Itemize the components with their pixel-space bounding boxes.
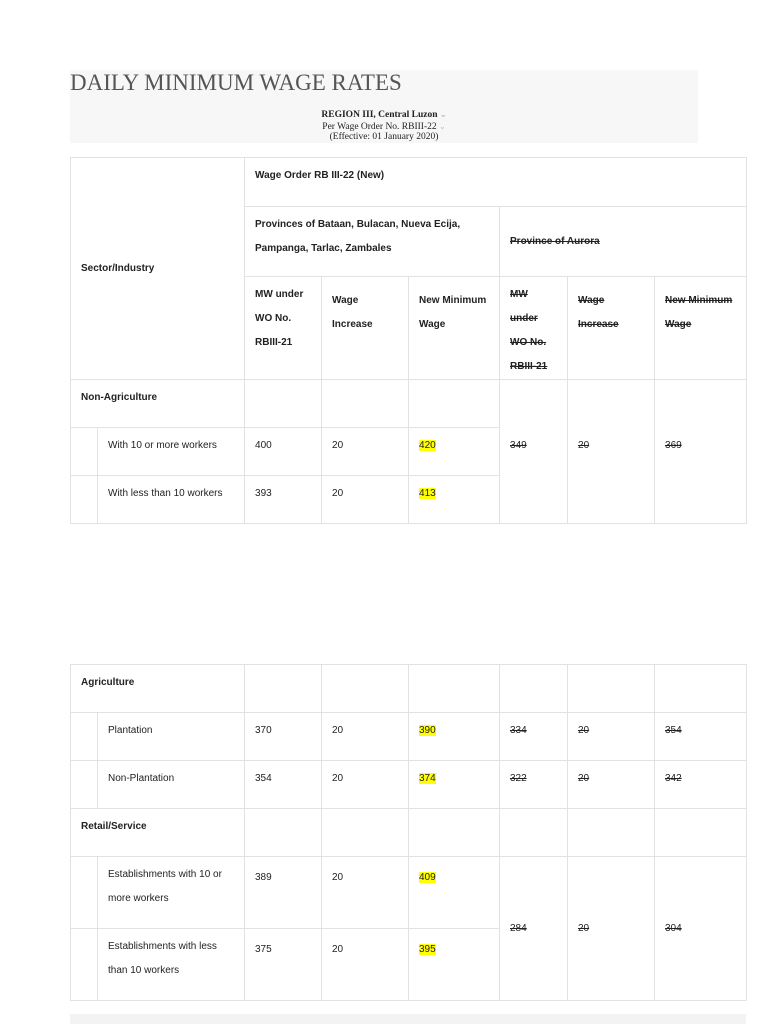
aurora-mw-value: 334 bbox=[500, 713, 568, 761]
aurora-new-wage-value: 354 bbox=[655, 713, 747, 761]
aurora-increase-value: 20 bbox=[568, 761, 655, 809]
increase-value: 20 bbox=[322, 713, 409, 761]
new-wage-value: 395 bbox=[419, 944, 436, 955]
section-label: Retail/Service bbox=[71, 809, 245, 857]
aurora-mw-value: 284 bbox=[500, 857, 568, 1001]
page-title: DAILY MINIMUM WAGE RATES bbox=[70, 70, 402, 95]
document-header bbox=[70, 70, 698, 143]
effective-date-line: (Effective: 01 January 2020) bbox=[329, 132, 439, 142]
mw-value: 393 bbox=[245, 476, 322, 524]
provinces-header: Provinces of Bataan, Bulacan, Nueva Ecija, Pampanga, Tarlac, Zambales bbox=[245, 207, 500, 277]
increase-value: 20 bbox=[322, 428, 409, 476]
col-mw-header: MW under WO No. RBIII-21 bbox=[245, 277, 322, 380]
aurora-header: Province of Aurora bbox=[500, 207, 747, 277]
wage-order-line: Per Wage Order No. RBIII-22 ⌄ bbox=[322, 122, 446, 132]
row-label: Establishments with 10 or more workers bbox=[98, 857, 245, 929]
region-line: REGION III, Central Luzon ⌄ bbox=[321, 110, 447, 120]
row-label: Non-Plantation bbox=[98, 761, 245, 809]
new-wage-value: 420 bbox=[419, 440, 436, 451]
aurora-increase-value: 20 bbox=[568, 380, 655, 524]
aurora-mw-value: 322 bbox=[500, 761, 568, 809]
next-page-header bbox=[70, 1014, 746, 1024]
increase-value: 20 bbox=[322, 761, 409, 809]
col-aurora-mw-header: MW under WO No. RBIII-21 bbox=[500, 277, 568, 380]
table-row bbox=[71, 857, 747, 929]
mw-value: 370 bbox=[245, 713, 322, 761]
table-row bbox=[71, 761, 747, 809]
aurora-increase-value: 20 bbox=[568, 713, 655, 761]
col-new-wage-header: New Minimum Wage bbox=[409, 277, 500, 380]
new-wage-value: 413 bbox=[419, 488, 436, 499]
col-aurora-increase-header: Wage Increase bbox=[568, 277, 655, 380]
new-wage-value: 390 bbox=[419, 725, 436, 736]
col-increase-header: Wage Increase bbox=[322, 277, 409, 380]
section-label: Agriculture bbox=[71, 665, 245, 713]
aurora-new-wage-value: 304 bbox=[655, 857, 747, 1001]
increase-value: 20 bbox=[322, 476, 409, 524]
section-label: Non-Agriculture bbox=[71, 380, 245, 428]
aurora-new-wage-value: 369 bbox=[655, 380, 747, 524]
aurora-mw-value: 349 bbox=[500, 380, 568, 524]
wage-table-non-agriculture bbox=[70, 157, 747, 524]
increase-value: 20 bbox=[322, 929, 409, 1001]
new-wage-value: 409 bbox=[419, 872, 436, 883]
mw-value: 375 bbox=[245, 929, 322, 1001]
increase-value: 20 bbox=[322, 857, 409, 929]
edit-mark-icon: ⌄ bbox=[439, 122, 446, 131]
mw-value: 400 bbox=[245, 428, 322, 476]
aurora-increase-value: 20 bbox=[568, 857, 655, 1001]
col-aurora-new-wage-header: New Minimum Wage bbox=[655, 277, 747, 380]
wage-table-agriculture-retail bbox=[70, 664, 747, 1001]
aurora-new-wage-value: 342 bbox=[655, 761, 747, 809]
edit-mark-icon: ⌄ bbox=[439, 110, 447, 119]
row-label: With less than 10 workers bbox=[98, 476, 245, 524]
row-label: Establishments with less than 10 workers bbox=[98, 929, 245, 1001]
wage-order-header: Wage Order RB III-22 (New) bbox=[245, 158, 747, 207]
new-wage-value: 374 bbox=[419, 773, 436, 784]
mw-value: 354 bbox=[245, 761, 322, 809]
table-row bbox=[71, 713, 747, 761]
mw-value: 389 bbox=[245, 857, 322, 929]
row-label: Plantation bbox=[98, 713, 245, 761]
sector-header: Sector/Industry bbox=[71, 158, 245, 380]
row-label: With 10 or more workers bbox=[98, 428, 245, 476]
